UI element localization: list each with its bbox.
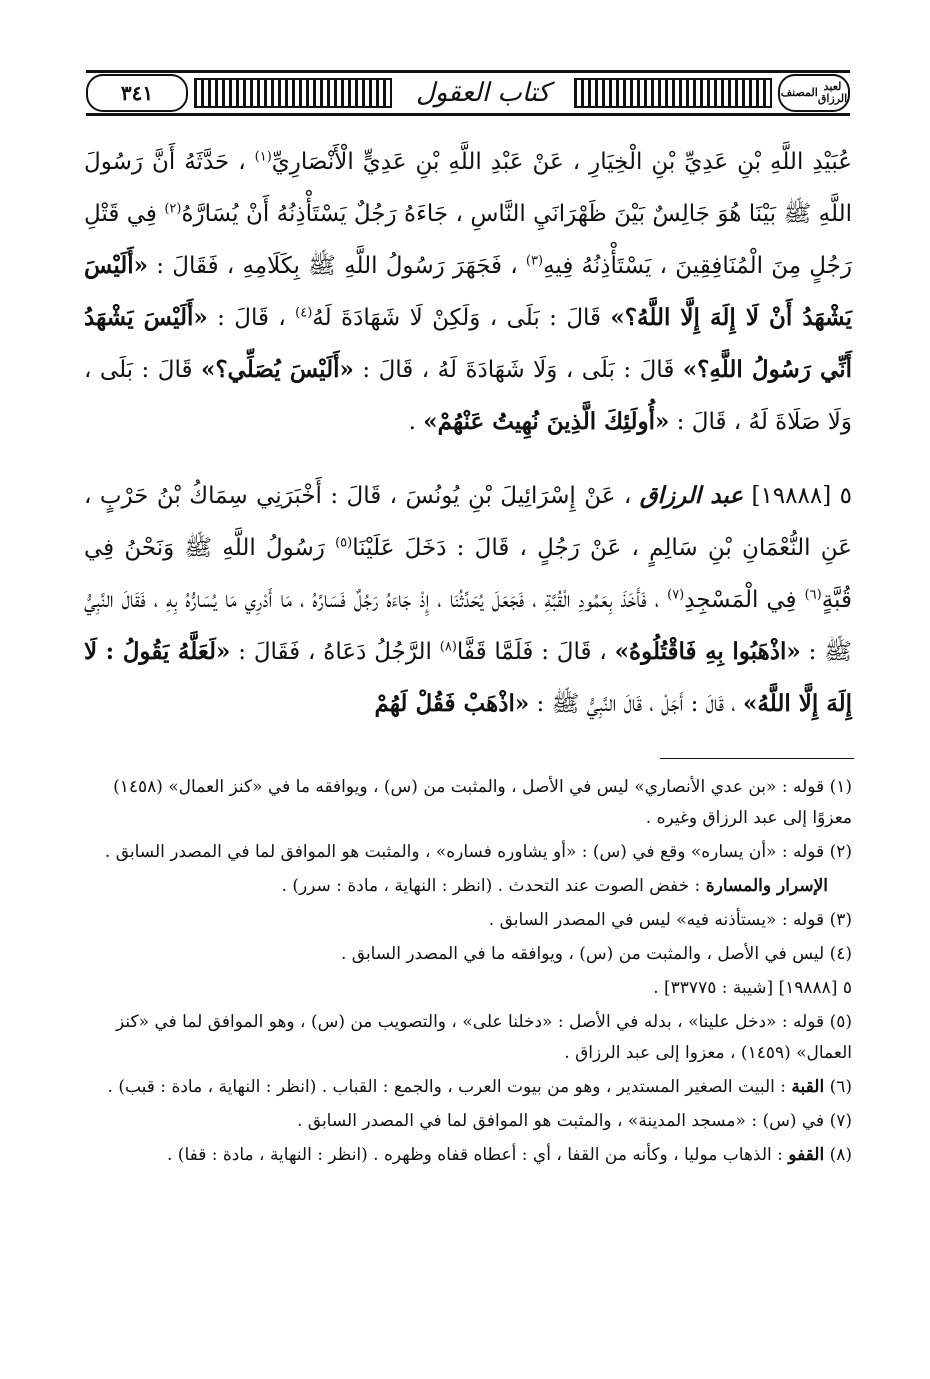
- page-number: ٣٤١: [86, 74, 188, 112]
- footnote: [78, 1072, 852, 1103]
- footnote: [78, 1140, 852, 1171]
- footnote: (١) قوله : «بن عدي الأنصاري» ليس في الأصل ، والمثبت من (س) ، ويوافقه ما في «كنز العمال» (١٤٥٨) معزوًا إلى عبد الرزاق وغيره .: [113, 777, 852, 828]
- footnote-marker: (٦): [804, 587, 822, 603]
- footnotes: [78, 772, 852, 1174]
- footnote-separator: [660, 758, 854, 759]
- footnote-number: (٨): [824, 1145, 852, 1165]
- hadith-paragraph-1: [84, 136, 852, 448]
- footnote-text: : خفض الصوت عند التحدث . (انظر : النهاية ، مادة : سرر) .: [281, 876, 706, 896]
- footnote-marker: (٥): [335, 535, 353, 551]
- header-ornament-left: [194, 78, 392, 108]
- text-run: ، عَنْ إِسْرَائِيلَ بْنِ يُونُسَ ، قَالَ : أَخْبَرَنِي سِمَاكُ بْنُ حَرْبٍ ، عَنِ النُّعْمَانِ بْنِ سَالِمٍ ، عَنْ رَجُلٍ ، قَالَ : دَخَلَ عَلَيْنَا: [84, 483, 852, 561]
- text-run: ، قَالَ :: [207, 305, 296, 331]
- text-run: عُبَيْدِ اللَّهِ بْنِ عَدِيِّ بْنِ الْخِيَارِ ، عَنْ عَبْدِ اللَّهِ بْنِ عَدِيٍّ الْأَنْصَارِيِّ: [271, 149, 852, 175]
- footnote: (٧) في (س) : «مسجد المدينة» ، والمثبت هو الموافق لما في المصدر السابق .: [296, 1111, 852, 1131]
- narrator-name: عبد الرزاق: [639, 482, 744, 509]
- prophet-quote: «اذْهَبُوا بِهِ فَاقْتُلُوهُ»: [614, 638, 801, 665]
- prophet-quote: «اذْهَبْ فَقُلْ لَهُمْ: [374, 690, 530, 717]
- prophet-quote: «أُولَئِكَ الَّذِينَ نُهِيتُ عَنْهُمْ»: [423, 408, 670, 435]
- footnote: (٤) ليس في الأصل ، والمثبت من (س) ، ويوافقه ما في المصدر السابق .: [340, 944, 852, 964]
- prophet-quote: «أَلَيْسَ يُصَلِّي؟»: [200, 356, 354, 383]
- text-run: ، قَالَ : أَجَلْ ، قَالَ النَّبِيُّ ﷺ :: [529, 691, 744, 717]
- book-logo: [778, 74, 850, 112]
- book-logo-line2: لعبد الرزاق: [817, 80, 848, 105]
- text-run: قَالَ : بَلَى ، وَلَكِنْ لَا شَهَادَةَ لَهُ: [312, 305, 611, 331]
- main-text: [84, 136, 852, 730]
- prophet-quote: «أَلَيْسَ يَشْهَدُ أَنْ لَا إِلَهَ إِلَّا اللَّهُ؟»: [84, 252, 852, 331]
- footnote-term: القفو: [788, 1145, 825, 1165]
- text-run: ، فَجَهَرَ رَسُولُ اللَّهِ ﷺ بِكَلَامِهِ ، فَقَالَ :: [148, 253, 526, 279]
- footnote-marker: (١): [254, 149, 272, 165]
- footnote-marker: (٤): [295, 305, 313, 321]
- footnote: (٥) قوله : «دخل علينا» ، بدله في الأصل : «دخلنا على» ، والتصويب من (س) ، وهو الموافق لما في «كنز العمال» (١٤٥٩) ، معزوا إلى عبد الرزاق .: [116, 1012, 852, 1063]
- page-header: [86, 70, 850, 116]
- header-ornament-right: [574, 78, 772, 108]
- footnote-marker: (٣): [525, 253, 544, 269]
- chapter-title: كتاب العقول: [398, 76, 568, 110]
- footnote-text: : الذهاب موليا ، وكأنه من القفا ، أي : أعطاه قفاه وظهره . (انظر : النهاية ، مادة : قفا) .: [167, 1145, 789, 1165]
- text-run: ٥ [١٩٨٨٨]: [743, 483, 852, 509]
- text-run: .: [408, 409, 424, 435]
- hadith-paragraph-2: [84, 470, 852, 730]
- footnote: [78, 871, 852, 902]
- footnote-marker: (٢): [164, 201, 182, 217]
- footnote: ٥ [١٩٨٨٨] [شيبة : ٣٣٧٧٥] .: [653, 978, 852, 998]
- footnote: (٢) قوله : «أن يساره» وقع في (س) : «أو يشاوره فساره» ، والمثبت هو الموافق لما في المصدر السابق .: [104, 842, 852, 862]
- text-run: فِي الْمَسْجِدِ: [684, 587, 805, 613]
- text-run: قَالَ : بَلَى ، وَلَا شَهَادَةَ لَهُ ، قَالَ :: [353, 357, 683, 383]
- prophet-quote: «لَعَلَّهُ يَقُولُ : لَا إِلَهَ إِلَّا اللَّهُ»: [84, 638, 852, 717]
- text-run: قَالَ : بَلَى ، وَلَا صَلَاةَ لَهُ ، قَالَ :: [84, 357, 852, 435]
- footnote-text: : البيت الصغير المستدير ، وهو من بيوت العرب ، والجمع : القباب . (انظر : النهاية ، مادة : قبب) .: [107, 1077, 792, 1097]
- footnote-marker: (٧): [667, 587, 685, 603]
- book-logo-line1: المصنف: [780, 86, 818, 99]
- text-run: فِي قَتْلِ رَجُلٍ مِنَ الْمُنَافِقِينَ ، يَسْتَأْذِنُهُ فِيهِ: [84, 201, 852, 279]
- footnote: (٣) قوله : «يستأذنه فيه» ليس في المصدر السابق .: [488, 910, 852, 930]
- text-run: ، قَالَ : فَلَمَّا قَفَّا: [456, 639, 615, 665]
- footnote-number: (٦): [824, 1077, 852, 1097]
- text-run: ، فَأَخَذَ بِعَمُودِ الْقُبَّةِ ، فَجَعَلَ يُحَدِّثُنَا ، إِذْ جَاءَهُ رَجُلٌ فَسَارَّهُ ، مَا أَدْرِي مَا يُسَارُّهُ بِهِ ، فَقَالَ النَّبِيُّ ﷺ :: [84, 587, 852, 665]
- footnote-marker: (٨): [439, 639, 457, 655]
- text-run: رَسُولُ اللَّهِ ﷺ وَنَحْنُ فِي قُبَّةٍ: [84, 535, 852, 613]
- text-run: ، حَدَّثَهُ أَنَّ رَسُولَ اللَّهِ ﷺ بَيْنَا هُوَ جَالِسٌ بَيْنَ ظَهْرَانَيِ النَّاسِ ، جَاءَهُ رَجُلٌ يَسْتَأْذِنُهُ أَنْ يُسَارَّهُ: [84, 149, 852, 227]
- footnote-term: الإسرار والمسارة: [705, 876, 828, 896]
- text-run: الرَّجُلُ دَعَاهُ ، فَقَالَ :: [230, 639, 440, 665]
- footnote-term: القبة: [791, 1077, 825, 1097]
- prophet-quote: «أَلَيْسَ يَشْهَدُ أَنِّي رَسُولُ اللَّهِ؟»: [84, 304, 852, 383]
